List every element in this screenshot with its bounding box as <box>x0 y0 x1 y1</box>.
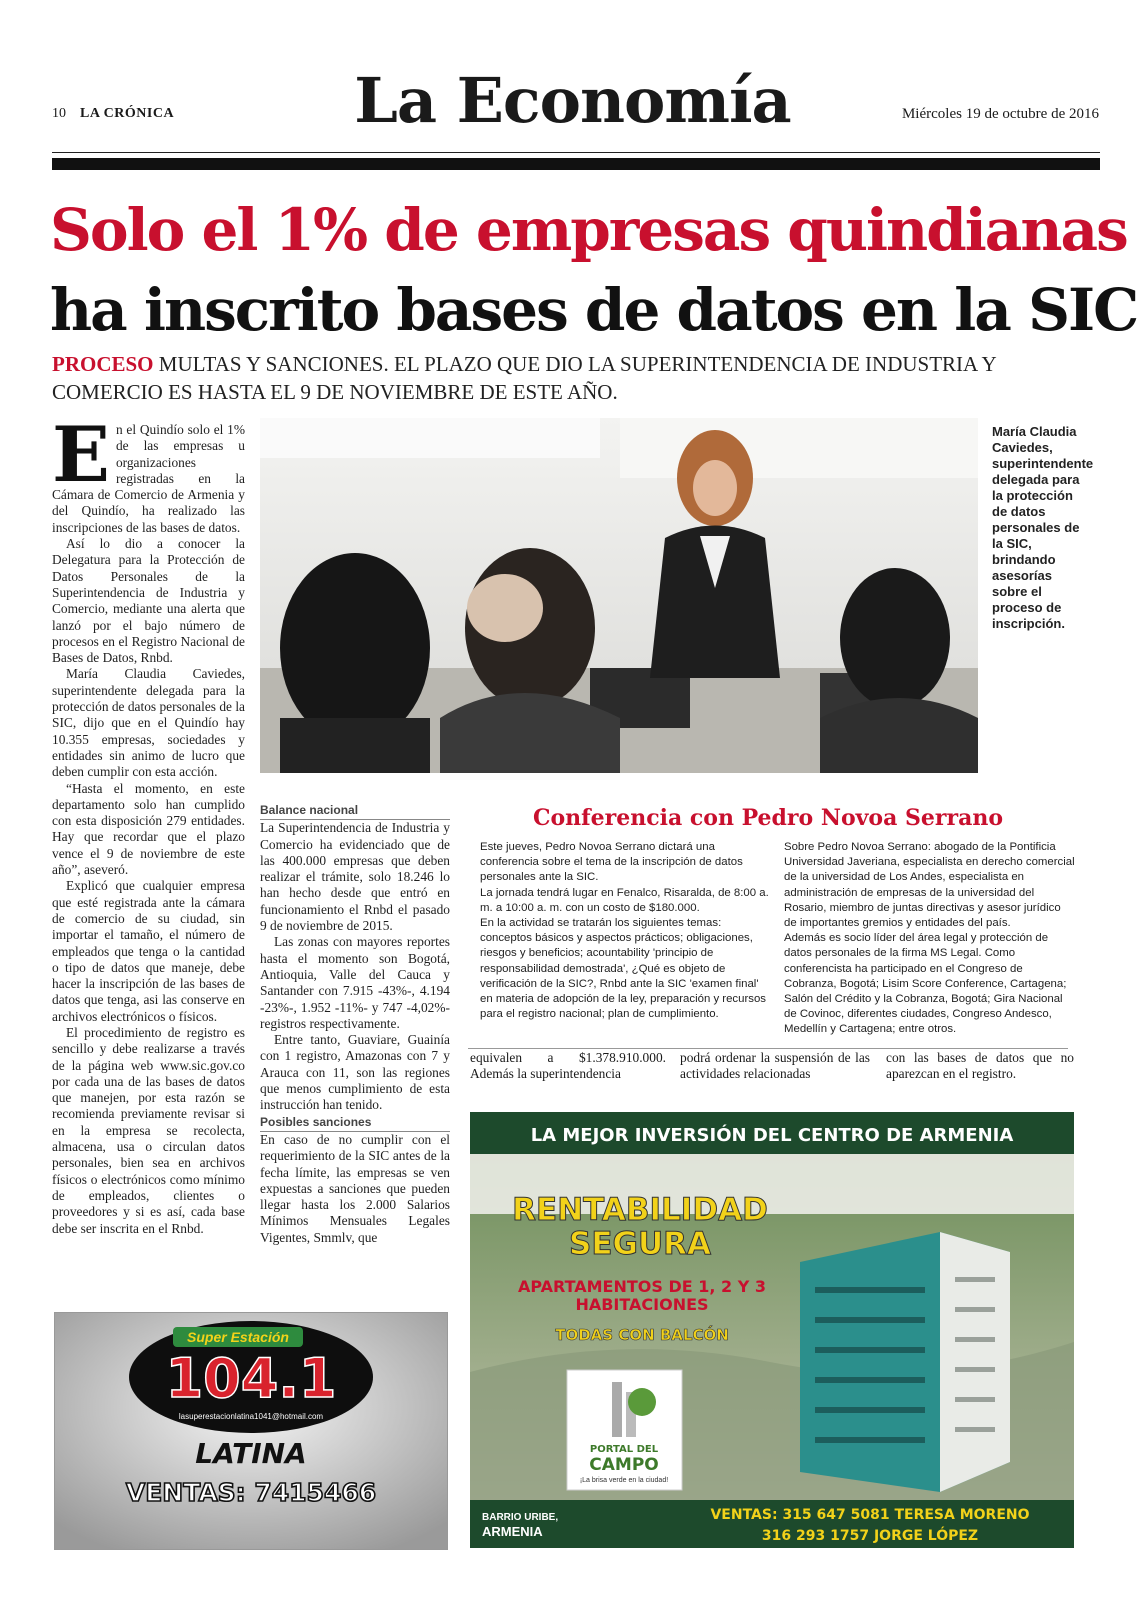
paragraph: Las zonas con mayores reportes hasta el momento son Bogotá, Antioquia, Valle del Cauca y Santander con 7.915 -43%-, 4.194 -23%-, 1.952 -11%- y 747 -4,02%- registros respectivamente. <box>260 934 450 1031</box>
masthead-rule-thin <box>52 152 1100 153</box>
paragraph: En caso de no cumplir con el requerimiento de la SIC antes de la fecha límite, las empresas se ven expuestas a sanciones que pueden llegar hasta los 2.000 Salarios Mínimos Mensuales Legales Vigentes, Smmlv, que <box>260 1131 450 1245</box>
paragraph: n el Quindío solo el 1% de las empresas u organizaciones registradas en la Cámara de Comercio de Armenia y del Quindío, ha realizado las inscripciones de las bases de datos. <box>52 422 245 535</box>
article-column-2 <box>260 802 450 1246</box>
radio-ad-art <box>55 1313 447 1549</box>
box-paragraph: En la actividad se tratarán los siguientes temas: conceptos básicos y aspectos prácticos; obligaciones, riesgos y beneficios; acountability 'principio de responsabilidad demostrada', ¿Qué es objeto de verificación de la SIC?, Rnbd ante la SIC 'examen final' en materia de adopción de la ley, preparación y recursos para el registro nacional; plan de cumplimiento. <box>480 917 766 1021</box>
ad-sub-2: HABITACIONES <box>575 1295 709 1314</box>
article-column-1 <box>52 410 245 1237</box>
paragraph: La Superintendencia de Industria y Comercio ha evidenciado que de las 400.000 empresas que deben realizar el trámite, solo 18.246 lo han hecho desde que entró en funcionamiento el Rnbd el pasado 9 de noviembre de 2015. <box>260 820 450 934</box>
box-title: Conferencia con Pedro Novoa Serrano <box>532 805 1003 831</box>
deck <box>52 350 1102 406</box>
radio-brand-top: Super Estación <box>187 1329 289 1345</box>
logo-name: CAMPO <box>589 1455 659 1475</box>
box-paragraph: Además es socio líder del área legal y protección de datos personales de la firma MS Legal. Como conferencista ha participado en el Congreso de Cobranza, Bogotá; Lisim Score Conference, Cartagena; Salón del Crédito y la Cobranza, Bogotá; Gira Nacional de Covinoc, diferentes ciudades, Congreso Andesco, Medellín y Cartagena; entre otros. <box>784 932 1067 1036</box>
box-paragraph: Sobre Pedro Novoa Serrano: abogado de la Pontificia Universidad Javeriana, especialista en derecho comercial de la universidad de Los Andes, especialista en administración de empresas de la universidad del Rosario, miembro de juntas directivas y asesor jurídico de importantes gremios y entidades del país. <box>784 841 1075 930</box>
photo-illustration <box>260 418 978 773</box>
paragraph: Así lo dio a conocer la Delegatura para la Protección de Datos Personales de la Superintendencia de Industria y Comercio, mediante una alerta que lanzó por el bajo número de procesos en el Registro Nacional de Bases de Datos, Rnbd. <box>52 536 245 666</box>
paragraph: Explicó que cualquier empresa que esté registrada ante la cámara de comercio de su ciudad, sin importar el tamaño, el número de empleados que tenga o la cantidad o tipo de datos que maneje, debe hacer la inscripción de las bases de datos que tenga, asi las conserve en archivos electrónicos o físicos. <box>52 878 245 1024</box>
box-paragraph: Este jueves, Pedro Novoa Serrano dictará una conferencia sobre el tema de la inscripción de datos personales ante la SIC. <box>480 841 743 884</box>
continuation-1: equivalen a $1.378.910.000. Además la superintendencia <box>470 1050 666 1082</box>
box-column-left <box>480 840 772 1022</box>
ad-location-2: ARMENIA <box>482 1524 543 1539</box>
ad-location-1: BARRIO URIBE, <box>482 1512 559 1523</box>
real-estate-ad-art <box>470 1112 1074 1548</box>
issue-date: Miércoles 19 de octubre de 2016 <box>901 106 1099 122</box>
article-photo <box>260 418 978 773</box>
deck-kicker: PROCESO <box>52 352 154 376</box>
paragraph: Entre tanto, Guaviare, Guainía con 1 registro, Amazonas con 7 y Arauca con 11, son las regiones que menos cumplimiento de esta instrucción han tenido. <box>260 1032 450 1113</box>
paragraph: María Claudia Caviedes, superintendente delegada para la protección de datos personales de la SIC, dijo que en el Quindío hay 10.355 empresas, sociedades y entidades sin animo de lucro que deben cumplir con esta acción. <box>52 666 245 780</box>
paragraph: “Hasta el momento, en este departamento solo han cumplido con esta disposición 279 entidades. Hay que recordar que el plazo vence el 9 de noviembre de este año”, aseveró. <box>52 780 245 878</box>
box-paragraph: La jornada tendrá lugar en Fenalco, Risaralda, de 8:00 a. m. a 10:00 a. m. con un costo de $180.000. <box>480 886 769 914</box>
box-divider <box>468 1048 1068 1049</box>
box-column-right <box>784 840 1076 1038</box>
radio-name: LATINA <box>195 1437 307 1470</box>
ad-sales-2: 316 293 1757 JORGE LÓPEZ <box>761 1528 979 1544</box>
ad-sub-1: APARTAMENTOS DE 1, 2 Y 3 <box>517 1277 767 1296</box>
subhead-sanciones: Posibles sanciones <box>260 1114 450 1132</box>
ad-headline-1: RENTABILIDAD <box>512 1192 768 1228</box>
radio-frequency: 104.1 <box>165 1347 337 1410</box>
ad-sales-1: VENTAS: 315 647 5081 TERESA MORENO <box>710 1507 1030 1523</box>
logo-slogan: ¡La brisa verde en la ciudad! <box>579 1477 669 1484</box>
drop-cap: E <box>52 410 110 499</box>
ad-sub-3: TODAS CON BALCÓN <box>555 1326 729 1344</box>
newspaper-name: LA CRÓNICA <box>80 106 175 121</box>
logo-top: PORTAL DEL <box>589 1444 659 1455</box>
photo-caption: María Claudia Caviedes, superintendente delegada para la protección de datos personales de la SIC, brindando asesorías sobre el proceso de inscripción. <box>992 424 1094 631</box>
radio-advertisement <box>54 1312 448 1550</box>
headline-line-1: Solo el 1% de empresas quindianas <box>50 196 1127 264</box>
paragraph: El procedimiento de registro es sencillo y debe realizarse a través de la página web www.sic.gov.co por cada una de las bases de datos que manejen, por esta razón se recomienda previamente revisar si en la empresa se recolecta, almacena, usa o circulan datos personales, bien sea en archivos físicos o electrónicos como mínimo de empleados, clientes o proveedores y si es así, cada base debe ser inscrita en el Rnbd. <box>52 1024 245 1236</box>
continuation-2: podrá ordenar la suspensión de las actividades relacionadas <box>680 1050 870 1082</box>
real-estate-advertisement <box>470 1112 1074 1548</box>
page-number: 10 <box>52 106 66 121</box>
deck-text: MULTAS Y SANCIONES. EL PLAZO QUE DIO LA SUPERINTENDENCIA DE INDUSTRIA Y COMERCIO ES HASTA EL 9 DE NOVIEMBRE DE ESTE AÑO. <box>52 352 996 404</box>
headline-line-2: ha inscrito bases de datos en la SIC <box>50 276 1138 344</box>
masthead-rule-thick <box>52 158 1100 170</box>
section-title: La Economía <box>354 64 791 137</box>
ad-banner: LA MEJOR INVERSIÓN DEL CENTRO DE ARMENIA <box>530 1125 1014 1146</box>
subhead-balance: Balance nacional <box>260 802 450 820</box>
radio-email: lasuperestacionlatina1041@hotmail.com <box>178 1412 324 1421</box>
continuation-3: con las bases de datos que no aparezcan en el registro. <box>886 1050 1074 1082</box>
ad-headline-2: SEGURA <box>569 1226 711 1262</box>
radio-sales: VENTAS: 7415466 <box>125 1478 377 1507</box>
